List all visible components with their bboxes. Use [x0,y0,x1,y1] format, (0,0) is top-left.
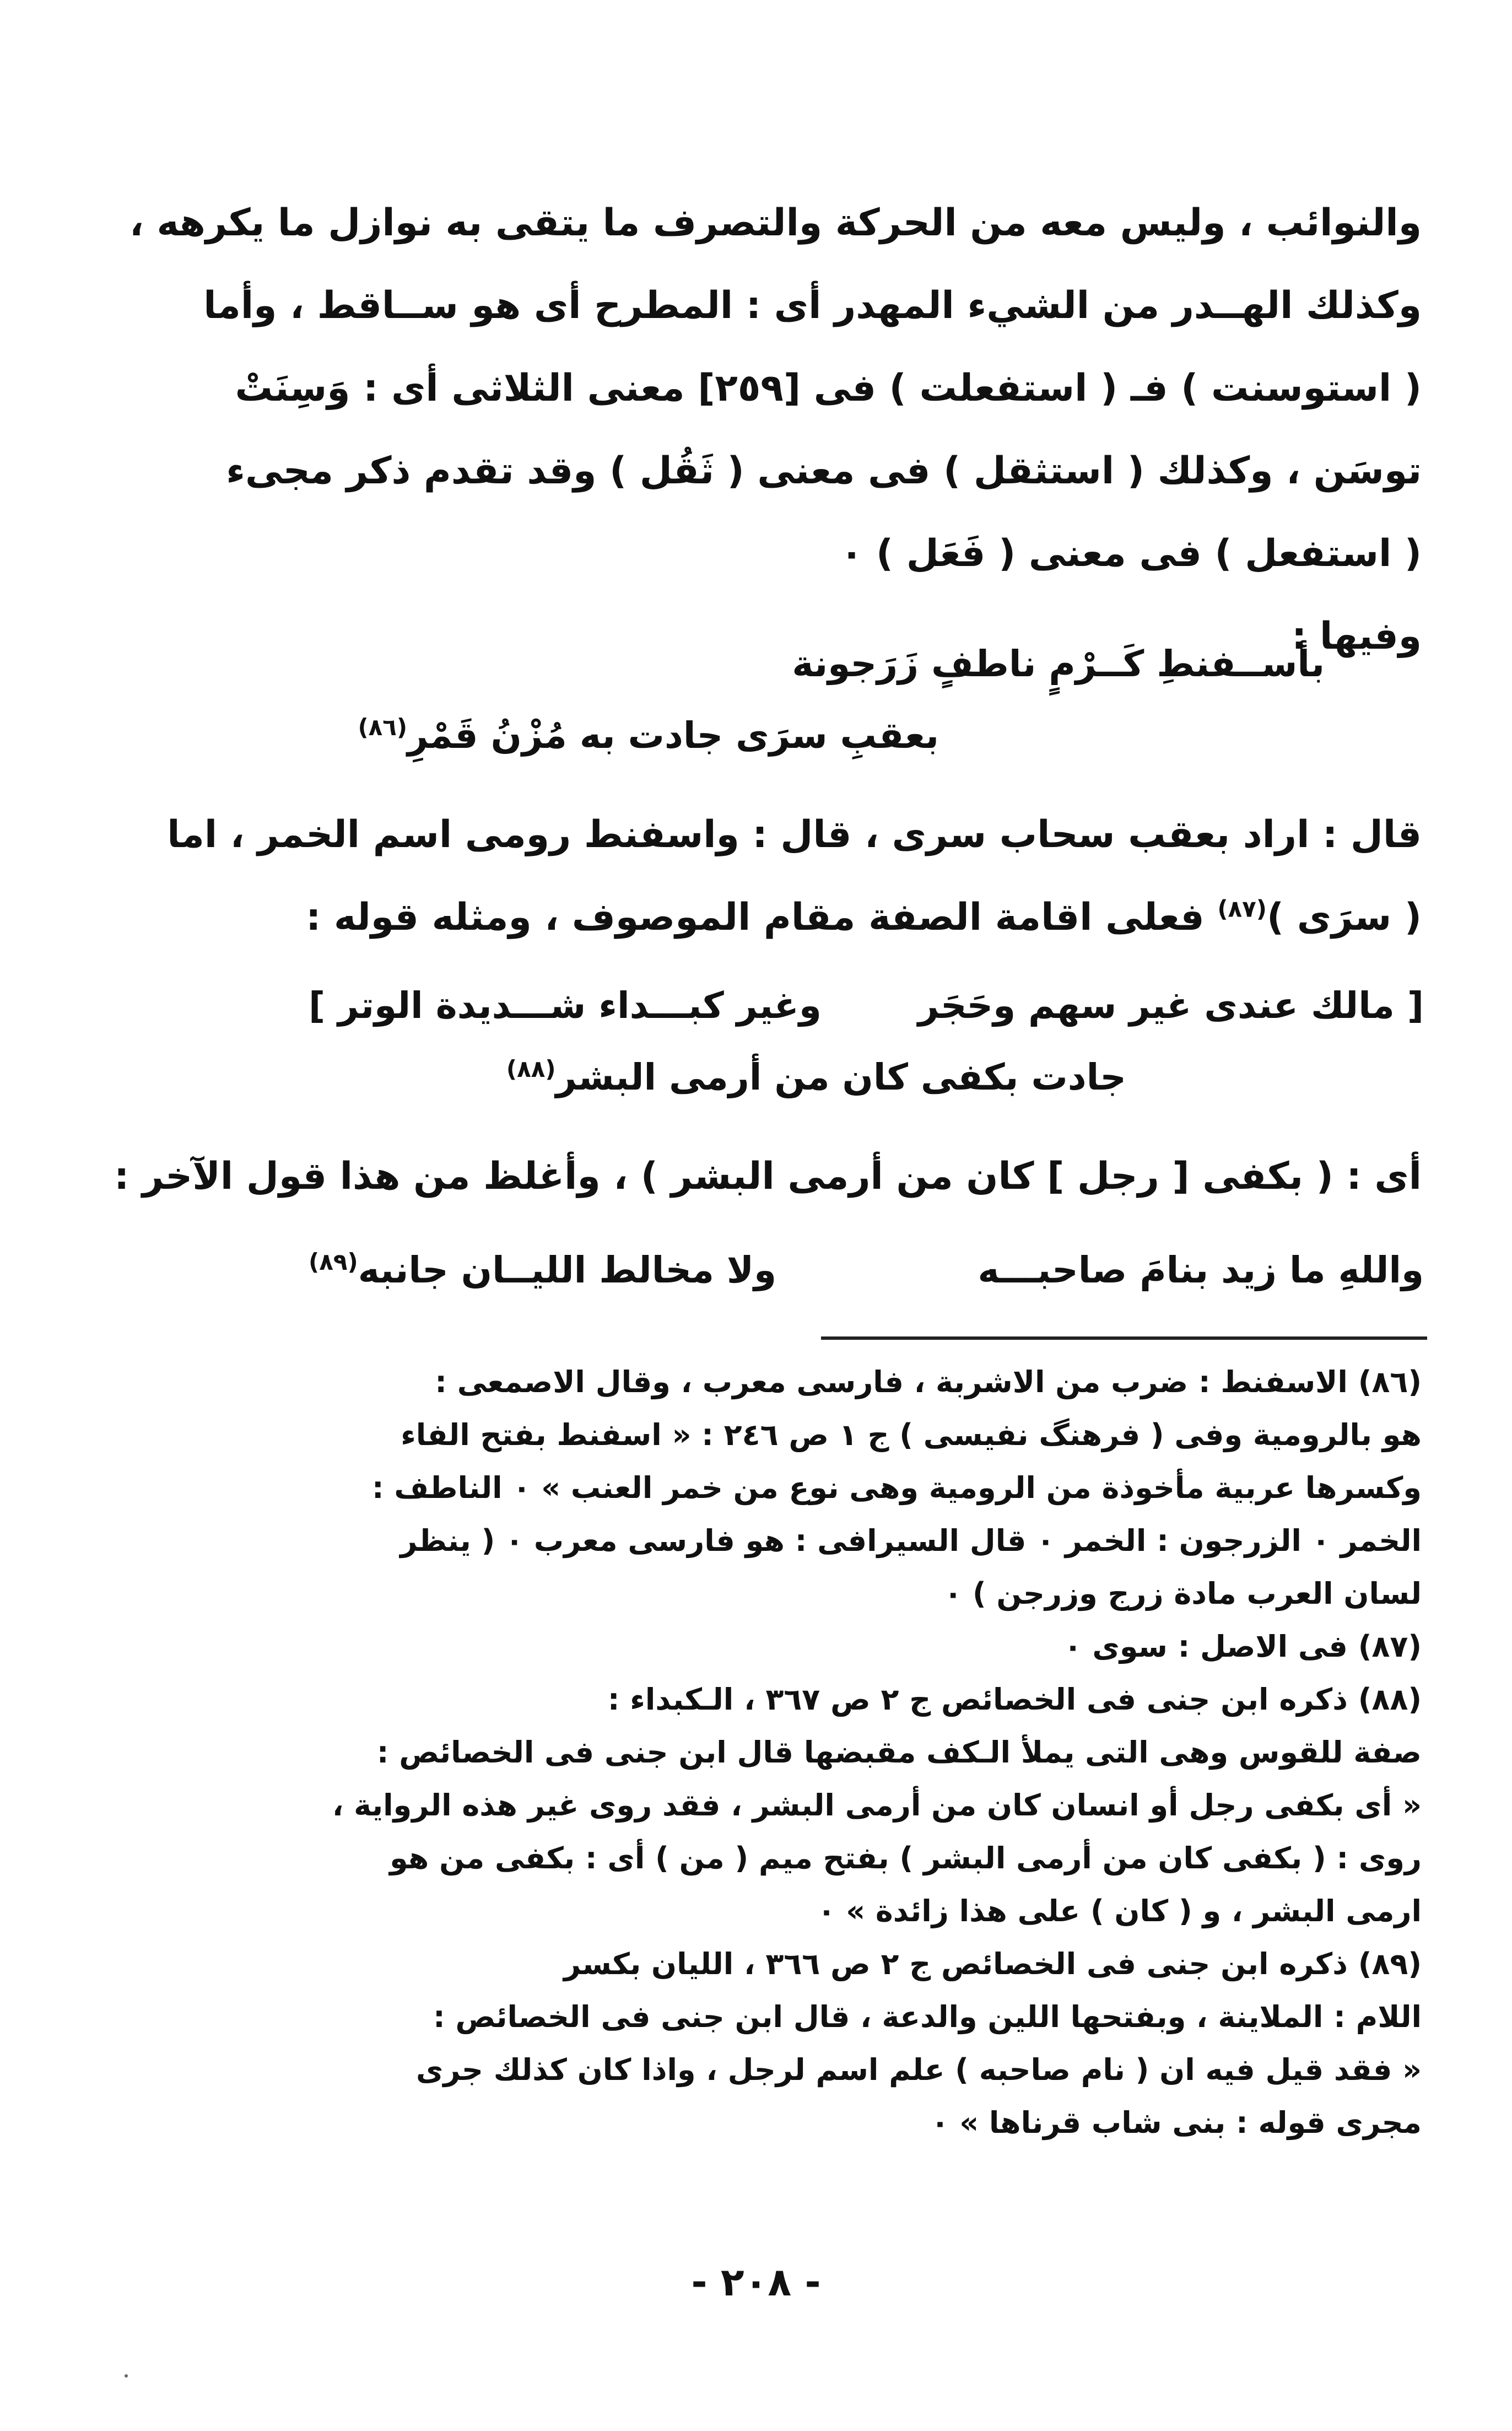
verse-2-first-hemistich [918,970,1424,1042]
verse-2-third: جادت بكفى كان من أرمى البشر [555,1056,1126,1098]
verse-2-first: [ مالك عندى غير سهم وحَجَر [917,984,1424,1027]
body-line: ( استوسنت ) فـ ( استفعلت ) فى [٢٥٩] معنى الثلاثى أى : وَسِنَتْ [235,366,1422,410]
body-line: أى : ( بكفى [ رجل ] كان من أرمى البشر ) ، وأغلظ من هذا قول الآخر : [114,1155,1422,1198]
main-text-top [129,182,1422,678]
main-text-after-verse-2 [114,1135,1422,1218]
footnote-line: مجرى قوله : بنى شاب قرناها » ٠ [931,2105,1422,2140]
footnote-line: الخمر ٠ الزرجون : الخمر ٠ قال السيرافى : هو فارسى معرب ٠ ( ينظر [400,1523,1422,1558]
footnotes [287,1356,1422,2149]
footnote-line: لسان العرب مادة زرج وزرجن ) ٠ [944,1576,1422,1611]
footnote-ref-87: (٨٧) [1217,895,1267,923]
footnote-line: روى : ( بكفى كان من أرمى البشر ) بفتح ميم ( من ) أى : بكفى من هو [390,1841,1422,1875]
verse-3-second: ولا مخالط الليــان جانبه [358,1249,777,1291]
footnote-line: « أى بكفى رجل أو انسان كان من أرمى البشر ، فقد روى غير هذه الرواية ، [332,1788,1422,1823]
footnote-line: (٨٩) ذكره ابن جنى فى الخصائص ج ٢ ص ٣٦٦ ، الليان بكسر [564,1947,1422,1981]
verse-1-first: بأســفنطِ كَــرْمٍ ناطفٍ زَرَجونة [792,643,1325,685]
footnote-ref-89: (٨٩) [309,1248,358,1275]
body-line: والنوائب ، وليس معه من الحركة والتصرف ما يتقى به نوازل ما يكرهه ، [129,201,1422,245]
verse-3-first-hemistich [978,1235,1424,1306]
page-number: - ٢٠٨ - [691,2260,821,2305]
scan-speck [125,2374,128,2378]
footnote-line: ارمى البشر ، و ( كان ) على هذا زائدة » ٠ [817,1894,1422,1928]
main-text-middle [167,794,1422,959]
footnote-ref-88: (٨٨) [506,1055,556,1082]
body-line: قال : اراد بعقب سحاب سرى ، قال : واسفنط رومى اسم الخمر ، اما [167,813,1422,856]
verse-2-third-line [506,1042,1126,1113]
verse-3-second-hemistich [309,1235,776,1306]
body-line: وكذلك الهــدر من الشيء المهدر أى : المطرح أى هو ســاقط ، وأما [203,284,1422,327]
footnote-separator [821,1336,1427,1340]
verse-1-second-hemistich [358,700,939,772]
body-fragment: ( سرَى ) [1267,896,1422,939]
body-line: وفيها : [1292,615,1422,658]
verse-3-first: واللهِ ما زيد بنامَ صاحبـــه [978,1249,1424,1291]
body-line [287,876,1422,959]
body-fragment: فعلى اقامة الصفة مقام الموصوف ، ومثله قوله : [306,896,1205,939]
verse-1-first-hemistich [792,628,1325,700]
footnote-ref-86: (٨٦) [358,714,408,741]
footnote-line: وكسرها عربية مأخوذة من الرومية وهى نوع من خمر العنب » ٠ الناطف : [371,1470,1422,1505]
body-line: ( استفعل ) فى معنى ( فَعَل ) ٠ [840,532,1422,575]
footnote-line: (٨٦) الاسفنط : ضرب من الاشربة ، فارسى معرب ، وقال الاصمعى : [435,1365,1422,1399]
verse-2-second: وغير كبـــداء شـــديدة الوتر ] [309,984,822,1027]
verse-1-second: بعقبِ سرَى جادت به مُزْنُ قَمْرِ [407,714,939,757]
footnote-line: « فقد قيل فيه ان ( نام صاحبه ) علم اسم لرجل ، واذا كان كذلك جرى [415,2052,1422,2087]
body-line: توسَن ، وكذلك ( استثقل ) فى معنى ( ثَقُل ) وقد تقدم ذكر مجىء [226,449,1422,493]
footnote-line: صفة للقوس وهى التى يملأ الـكف مقبضها قال ابن جنى فى الخصائص : [376,1735,1422,1770]
verse-2-second-hemistich [309,970,822,1042]
footnote-line: (٨٧) فى الاصل : سوى ٠ [1063,1629,1422,1664]
footnote-line: اللام : الملاينة ، وبفتحها اللين والدعة ، قال ابن جنى فى الخصائص : [433,1999,1422,2034]
footnote-line: هو بالرومية وفى ( فرهنگ نفيسى ) ج ١ ص ٢٤٦ : « اسفنط بفتح الفاء [401,1417,1422,1452]
footnote-line: (٨٨) ذكره ابن جنى فى الخصائص ج ٢ ص ٣٦٧ ، الـكبداء : [607,1682,1422,1717]
